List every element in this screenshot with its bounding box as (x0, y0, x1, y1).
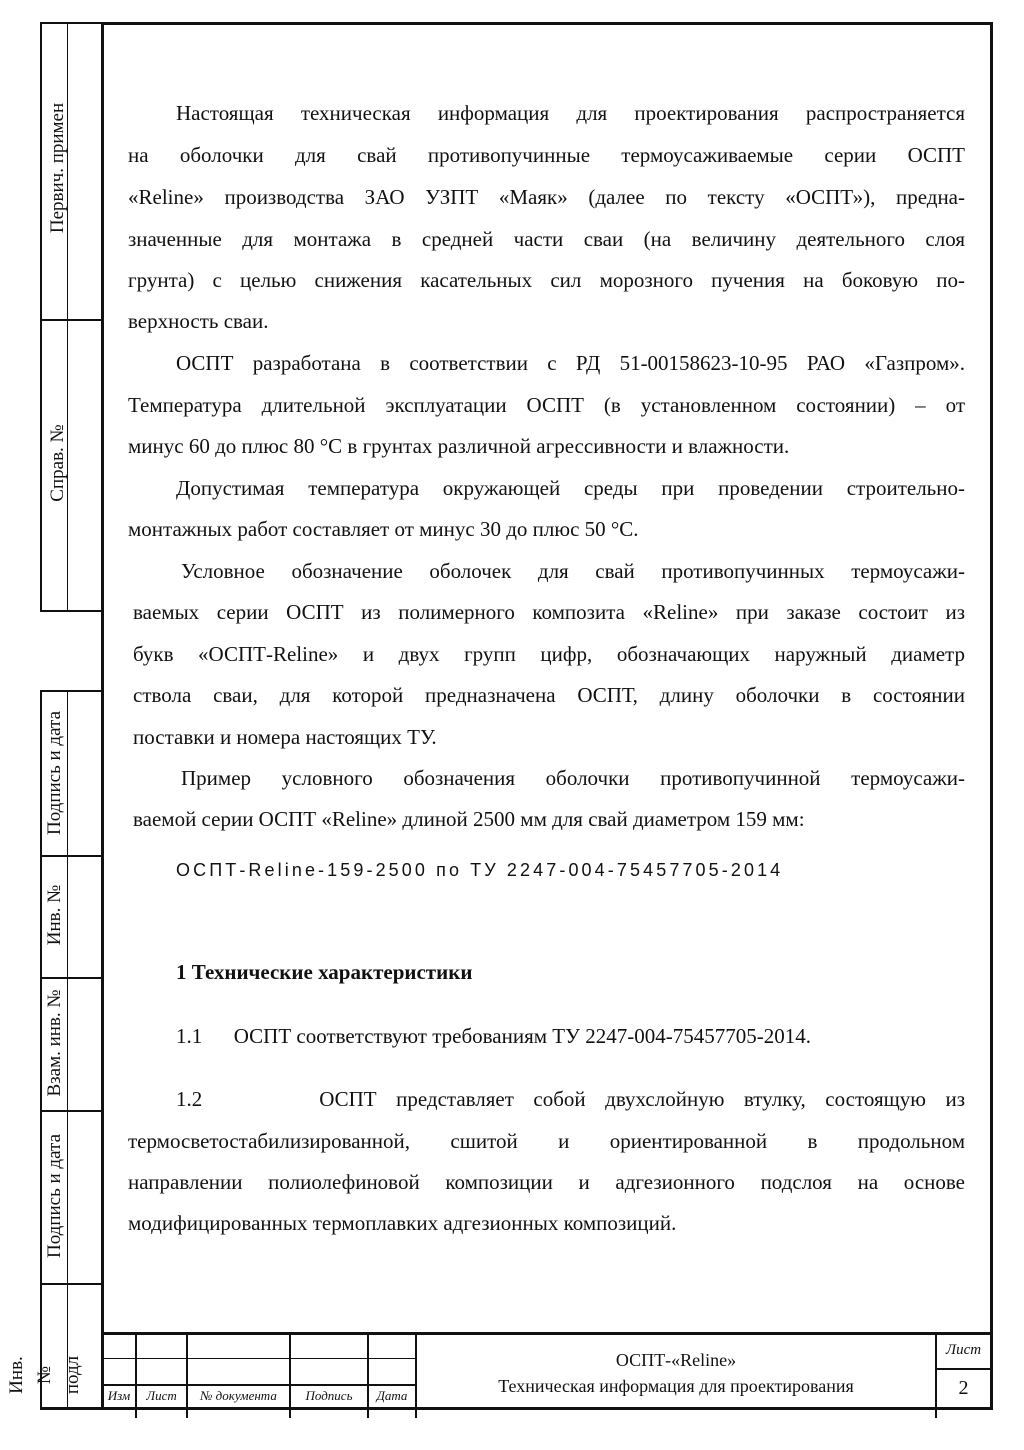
frame-right (990, 22, 993, 1410)
sidebar-label: Подпись и дата (44, 710, 65, 836)
text-line: ОСПТ разработана в соответствии с РД 51-00158623-10-95 РАО «Газпром». (176, 351, 965, 375)
text-line: верхность сваи. (128, 309, 269, 333)
text-line: Настоящая техническая информация для проектирования распространяется (176, 101, 965, 125)
column-label: Изм (107, 1388, 131, 1403)
text-line: Пример условного обозначения оболочки противопучинной термоусажи- (181, 766, 965, 790)
text-line: модифицированных термоплавких адгезионных композиций. (128, 1211, 677, 1235)
sheet-number: 2 (958, 1377, 969, 1399)
text-line: направлении полиолефиновой композиции и адгезионного подслоя на основе (128, 1170, 965, 1194)
sidebar-label: Инв. № (44, 884, 65, 946)
column-label: № документа (200, 1388, 277, 1403)
frame-bottom (40, 1407, 993, 1410)
sidebar-label: Справ. № (47, 424, 68, 502)
text-line: 1.2 ОСПТ представляет собой двухслойную втулку, состоящую из (176, 1087, 965, 1111)
column-label: Дата (376, 1388, 408, 1403)
text-line: поставки и номера настоящих ТУ. (133, 725, 437, 749)
text-line: букв «ОСПТ-Reline» и двух групп цифр, обозначающих наружный диаметр (133, 642, 965, 666)
text-line: Температура длительной эксплуатации ОСПТ (в установленном состоянии) – от (128, 393, 965, 417)
document-title: ОСПТ-«Reline» (615, 1350, 737, 1370)
text-line: ваемой серии ОСПТ «Reline» длиной 2500 мм для свай диаметром 159 мм: (133, 807, 805, 831)
frame-top (101, 22, 993, 25)
column-label: Подпись (305, 1388, 353, 1403)
text-line: грунта) с целью снижения касательных сил морозного пучения на боковую по- (128, 268, 965, 292)
text-line: «Reline» производства ЗАО УЗПТ «Маяк» (далее по тексту «ОСПТ»), предна- (128, 185, 965, 209)
text-line: Условное обозначение оболочек для свай противопучинных термоусажи- (181, 559, 965, 583)
column-label: Лист (146, 1388, 177, 1403)
text-line: минус 60 до плюс 80 °С в грунтах различной агрессивности и влажности. (128, 434, 790, 458)
text-line: ваемых серии ОСПТ из полимерного композита «Reline» при заказе состоит из (133, 600, 965, 624)
sidebar-label: Подпись и дата (44, 1133, 65, 1259)
text-line: на оболочки для свай противопучинные термоусаживаемые серии ОСПТ (128, 143, 965, 167)
text-line: монтажных работ составляет от минус 30 до плюс 50 °С. (128, 517, 639, 541)
text-line: ствола сваи, для которой предназначена ОСПТ, длину оболочки в состоянии (133, 683, 965, 707)
text-line: значенные для монтажа в средней части сваи (на величину деятельного слоя (128, 227, 965, 251)
sheet-label: Лист (945, 1342, 982, 1358)
section-heading: 1 Технические характеристики (176, 960, 473, 984)
document-subtitle: Техническая информация для проектирования (498, 1376, 854, 1396)
sidebar-label: Инв. № подл (6, 1355, 83, 1395)
sidebar-label: Взам. инв. № (44, 989, 65, 1097)
text-line: Допустимая температура окружающей среды при проведении строительно- (176, 476, 965, 500)
designation-example: ОСПТ-Reline-159-2500 по ТУ 2247-004-75457705-2014 (176, 860, 784, 880)
sidebar-label: Первич. примен (47, 102, 68, 234)
text-line: термосветостабилизированной, сшитой и ориентированной в продольном (128, 1129, 965, 1153)
frame-left (101, 22, 104, 1410)
text-line: 1.1 ОСПТ соответствуют требованиям ТУ 2247-004-75457705-2014. (176, 1024, 811, 1048)
